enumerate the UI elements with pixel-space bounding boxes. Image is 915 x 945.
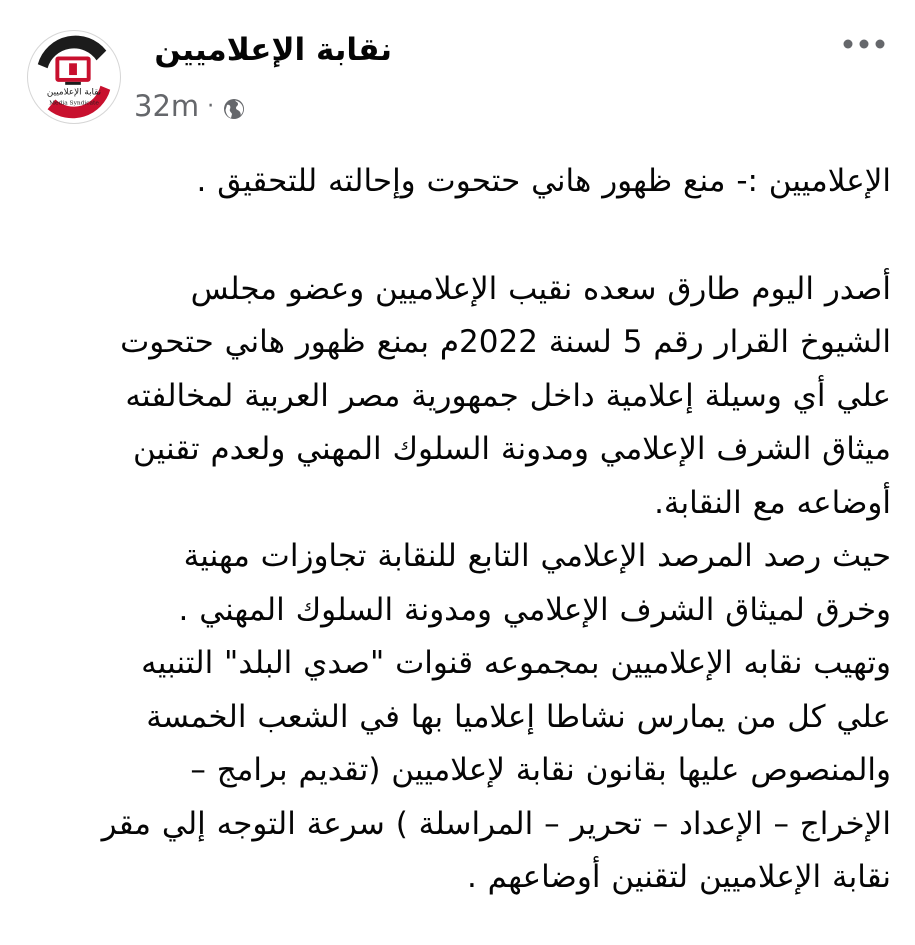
post-text-line: وتهيب نقابه الإعلاميين بمجموعه قنوات "صدي البلد" التنبيه — [141, 645, 891, 681]
post-text-line: أوضاعه مع النقابة. — [654, 484, 891, 521]
post-text-line: علي أي وسيلة إعلامية داخل جمهورية مصر العربية لمخالفته — [125, 377, 891, 414]
media-syndicate-logo-icon — [28, 31, 120, 123]
post-text-line: علي كل من يمارس نشاطا إعلاميا بها في الشعب الخمسة — [146, 698, 891, 735]
post-text-line: ميثاق الشرف الإعلامي ومدونة السلوك المهني ولعدم تقنين — [133, 431, 891, 467]
globe-icon[interactable] — [222, 94, 246, 118]
logo-caption-en: Media Syndicate — [49, 100, 99, 107]
more-horizontal-icon — [836, 34, 892, 54]
post-time[interactable]: 32m — [134, 89, 200, 123]
post-text-line: نقابة الإعلاميين لتقنين أوضاعهم . — [466, 859, 891, 895]
paragraph-gap — [56, 209, 891, 263]
post-text-line: وخرق لميثاق الشرف الإعلامي ومدونة السلوك المهني . — [178, 591, 891, 628]
post-text-line: الإعلاميين :- منع ظهور هاني حتحوت وإحالته للتحقيق . — [196, 163, 891, 199]
post-text — [56, 155, 891, 905]
page-avatar[interactable] — [27, 30, 121, 124]
more-options-button[interactable] — [836, 24, 892, 64]
post-text-line: حيث رصد المرصد الإعلامي التابع للنقابة تجاوزات مهنية — [183, 538, 891, 574]
post-header — [0, 0, 915, 140]
page-name[interactable]: نقابة الإعلاميين — [154, 32, 392, 68]
meta-separator: · — [207, 93, 215, 119]
logo-caption-ar: نقابة الإعلاميين — [46, 87, 102, 98]
post-text-line: أصدر اليوم طارق سعده نقيب الإعلاميين وعضو مجلس — [190, 270, 891, 307]
post-text-line: والمنصوص عليها بقانون نقابة لإعلاميين (تقديم برامج – — [190, 752, 891, 788]
post-meta — [134, 86, 246, 126]
post-text-line: الشيوخ القرار رقم 5 لسنة 2022م بمنع ظهور هاني حتحوت — [120, 324, 891, 360]
post-text-line: الإخراج – الإعداد – تحرير – المراسلة ) سرعة التوجه إلي مقر — [101, 805, 891, 842]
